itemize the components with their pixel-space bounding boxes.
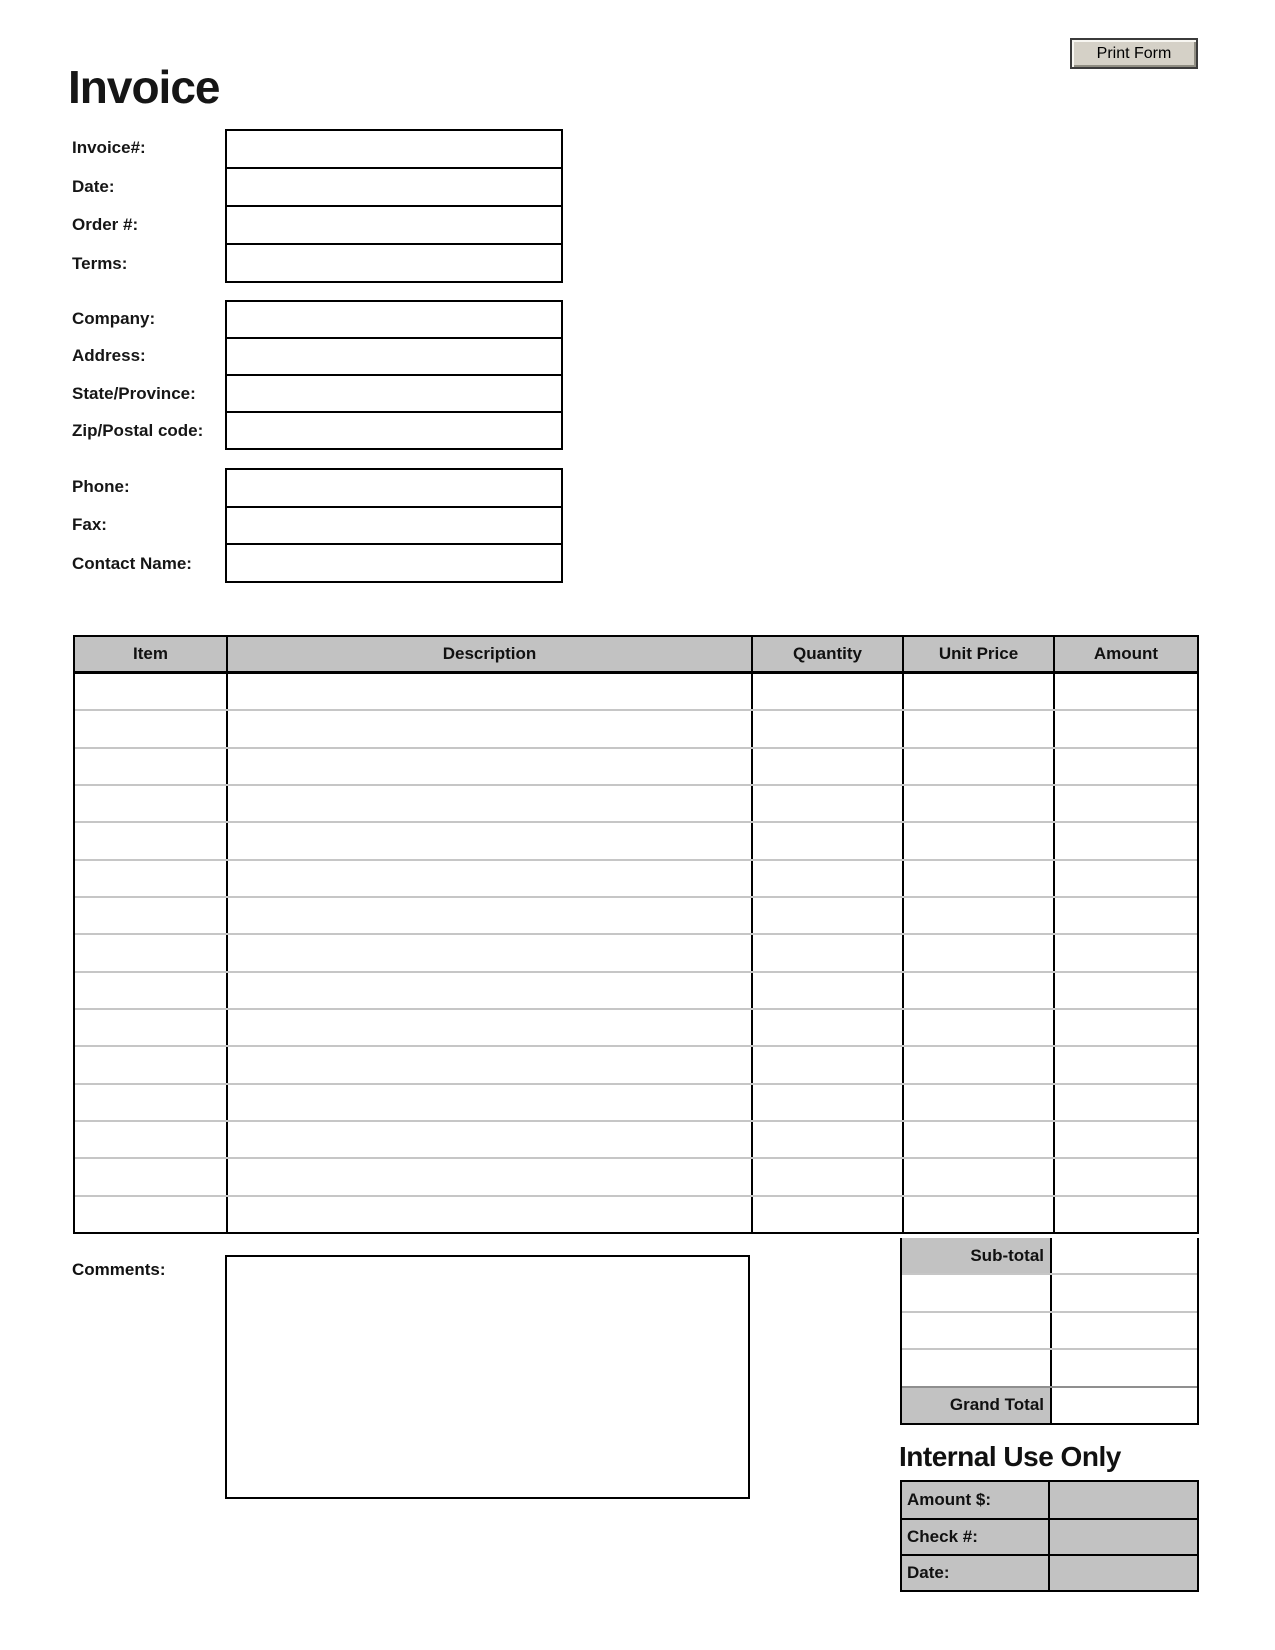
item-cell-description[interactable] (226, 823, 751, 858)
item-column-header: Item (133, 644, 168, 663)
item-cell-unit-price[interactable] (902, 1085, 1053, 1120)
totals-empty-value[interactable] (1052, 1313, 1197, 1348)
company-label: Company: (72, 308, 156, 328)
item-cell-amount[interactable] (1053, 861, 1197, 896)
totals-empty-label (902, 1275, 1052, 1310)
item-cell-amount[interactable] (1053, 823, 1197, 858)
invoice-number-input[interactable] (227, 131, 561, 167)
totals-table (900, 1238, 1199, 1425)
item-cell-item[interactable] (75, 1159, 226, 1194)
item-cell-item[interactable] (75, 861, 226, 896)
table-row (75, 784, 1197, 821)
item-cell-amount[interactable] (1053, 1197, 1197, 1232)
item-cell-description[interactable] (226, 674, 751, 709)
item-cell-quantity[interactable] (751, 935, 902, 970)
items-table-header (75, 637, 1197, 674)
item-cell-amount[interactable] (1053, 711, 1197, 746)
comments-input[interactable] (225, 1255, 750, 1499)
company-input[interactable] (227, 302, 561, 337)
totals-empty-label (902, 1313, 1052, 1348)
totals-empty-label (902, 1350, 1052, 1385)
totals-empty-row (902, 1348, 1197, 1385)
item-cell-description[interactable] (226, 1122, 751, 1157)
item-cell-unit-price[interactable] (902, 674, 1053, 709)
subtotal-value[interactable] (1052, 1238, 1197, 1273)
item-cell-description[interactable] (226, 935, 751, 970)
totals-empty-value[interactable] (1052, 1275, 1197, 1310)
internal-check-row (902, 1518, 1197, 1554)
contact-name-input[interactable] (227, 543, 561, 581)
item-cell-item[interactable] (75, 1047, 226, 1082)
item-cell-description[interactable] (226, 711, 751, 746)
company-address-inputs (225, 300, 563, 450)
invoice-meta-labels (72, 129, 225, 283)
item-cell-item[interactable] (75, 973, 226, 1008)
item-cell-quantity[interactable] (751, 1159, 902, 1194)
item-cell-unit-price[interactable] (902, 749, 1053, 784)
item-cell-unit-price[interactable] (902, 1197, 1053, 1232)
item-cell-quantity[interactable] (751, 1047, 902, 1082)
table-row (75, 821, 1197, 858)
phone-label: Phone: (72, 477, 130, 497)
item-cell-item[interactable] (75, 1085, 226, 1120)
item-cell-item[interactable] (75, 749, 226, 784)
date-label: Date: (72, 176, 115, 196)
company-address-labels (72, 300, 225, 450)
item-cell-quantity[interactable] (751, 786, 902, 821)
table-row (75, 674, 1197, 709)
internal-amount-label: Amount $: (902, 1482, 1050, 1518)
item-cell-description[interactable] (226, 786, 751, 821)
item-cell-item[interactable] (75, 674, 226, 709)
internal-use-heading: Internal Use Only (899, 1441, 1121, 1472)
comments-label: Comments: (72, 1260, 166, 1279)
terms-input[interactable] (227, 243, 561, 281)
item-cell-unit-price[interactable] (902, 1122, 1053, 1157)
item-cell-amount[interactable] (1053, 786, 1197, 821)
item-cell-description[interactable] (226, 973, 751, 1008)
item-cell-amount[interactable] (1053, 1159, 1197, 1194)
subtotal-row (902, 1238, 1197, 1273)
grand-total-row (902, 1386, 1197, 1423)
table-row (75, 971, 1197, 1008)
totals-empty-value[interactable] (1052, 1350, 1197, 1385)
totals-empty-row (902, 1273, 1197, 1310)
internal-date-label: Date: (902, 1556, 1050, 1590)
state-province-label: State/Province: (72, 383, 196, 403)
fax-label: Fax: (72, 515, 107, 535)
item-cell-item[interactable] (75, 1122, 226, 1157)
item-cell-item[interactable] (75, 711, 226, 746)
company-address-group (72, 300, 563, 450)
state-province-input[interactable] (227, 374, 561, 411)
item-cell-unit-price[interactable] (902, 711, 1053, 746)
table-row (75, 896, 1197, 933)
item-cell-quantity[interactable] (751, 1197, 902, 1232)
internal-date-row (902, 1554, 1197, 1590)
items-body (75, 674, 1197, 1232)
page-title: Invoice (68, 61, 220, 113)
item-cell-quantity[interactable] (751, 711, 902, 746)
item-cell-unit-price[interactable] (902, 1010, 1053, 1045)
item-cell-unit-price[interactable] (902, 861, 1053, 896)
item-cell-description[interactable] (226, 1047, 751, 1082)
item-cell-unit-price[interactable] (902, 1159, 1053, 1194)
internal-amount-value[interactable] (1050, 1482, 1197, 1518)
item-cell-quantity[interactable] (751, 749, 902, 784)
table-row (75, 1045, 1197, 1082)
item-cell-description[interactable] (226, 749, 751, 784)
item-cell-description[interactable] (226, 1085, 751, 1120)
phone-input[interactable] (227, 470, 561, 506)
item-cell-amount[interactable] (1053, 1085, 1197, 1120)
zip-postal-code-label: Zip/Postal code: (72, 421, 204, 441)
item-cell-amount[interactable] (1053, 674, 1197, 709)
item-cell-quantity[interactable] (751, 823, 902, 858)
contact-name-label: Contact Name: (72, 553, 192, 573)
table-row (75, 747, 1197, 784)
table-row (75, 1083, 1197, 1120)
internal-use-table (900, 1480, 1199, 1592)
item-cell-description[interactable] (226, 861, 751, 896)
contact-labels (72, 468, 225, 583)
order-number-input[interactable] (227, 205, 561, 243)
item-cell-item[interactable] (75, 823, 226, 858)
internal-check-number-label: Check #: (902, 1520, 1050, 1554)
item-cell-item[interactable] (75, 1010, 226, 1045)
grand-total-label: Grand Total (902, 1388, 1052, 1423)
address-input[interactable] (227, 337, 561, 374)
item-cell-description[interactable] (226, 1197, 751, 1232)
item-cell-item[interactable] (75, 1197, 226, 1232)
table-row (75, 933, 1197, 970)
item-cell-quantity[interactable] (751, 674, 902, 709)
item-cell-amount[interactable] (1053, 935, 1197, 970)
item-cell-description[interactable] (226, 1010, 751, 1045)
item-cell-unit-price[interactable] (902, 1047, 1053, 1082)
item-cell-description[interactable] (226, 1159, 751, 1194)
item-cell-amount[interactable] (1053, 1122, 1197, 1157)
address-label: Address: (72, 346, 146, 366)
table-row (75, 709, 1197, 746)
invoice-meta-inputs (225, 129, 563, 283)
item-cell-amount[interactable] (1053, 898, 1197, 933)
description-column-header: Description (226, 637, 751, 671)
invoice-number-label: Invoice#: (72, 138, 146, 158)
amount-column-header: Amount (1053, 637, 1197, 671)
totals-empty-row (902, 1311, 1197, 1348)
item-cell-quantity[interactable] (751, 898, 902, 933)
item-cell-quantity[interactable] (751, 973, 902, 1008)
order-number-label: Order #: (72, 215, 139, 235)
line-items-table (73, 635, 1199, 1234)
internal-amount-row (902, 1482, 1197, 1518)
quantity-column-header: Quantity (751, 637, 902, 671)
date-input[interactable] (227, 167, 561, 205)
item-cell-item[interactable] (75, 898, 226, 933)
internal-date-value[interactable] (1050, 1556, 1197, 1590)
contact-group (72, 468, 563, 583)
item-cell-item[interactable] (75, 786, 226, 821)
table-row (75, 1120, 1197, 1157)
item-cell-description[interactable] (226, 898, 751, 933)
item-cell-quantity[interactable] (751, 861, 902, 896)
item-cell-amount[interactable] (1053, 1047, 1197, 1082)
invoice-meta-group (72, 129, 563, 283)
item-cell-unit-price[interactable] (902, 973, 1053, 1008)
item-cell-amount[interactable] (1053, 749, 1197, 784)
item-cell-amount[interactable] (1053, 1010, 1197, 1045)
item-cell-quantity[interactable] (751, 1085, 902, 1120)
print-form-button[interactable]: Print Form (1070, 38, 1198, 69)
contact-inputs (225, 468, 563, 583)
table-row (75, 859, 1197, 896)
item-cell-unit-price[interactable] (902, 786, 1053, 821)
item-cell-quantity[interactable] (751, 1010, 902, 1045)
terms-label: Terms: (72, 253, 128, 273)
item-cell-unit-price[interactable] (902, 898, 1053, 933)
internal-check-number-value[interactable] (1050, 1520, 1197, 1554)
subtotal-label: Sub-total (902, 1238, 1052, 1273)
item-cell-item[interactable] (75, 935, 226, 970)
item-cell-amount[interactable] (1053, 973, 1197, 1008)
table-row (75, 1195, 1197, 1232)
fax-input[interactable] (227, 506, 561, 544)
zip-postal-code-input[interactable] (227, 411, 561, 448)
item-cell-unit-price[interactable] (902, 935, 1053, 970)
grand-total-value[interactable] (1052, 1388, 1197, 1423)
unit-price-column-header: Unit Price (902, 637, 1053, 671)
table-row (75, 1157, 1197, 1194)
table-row (75, 1008, 1197, 1045)
item-cell-quantity[interactable] (751, 1122, 902, 1157)
item-cell-unit-price[interactable] (902, 823, 1053, 858)
